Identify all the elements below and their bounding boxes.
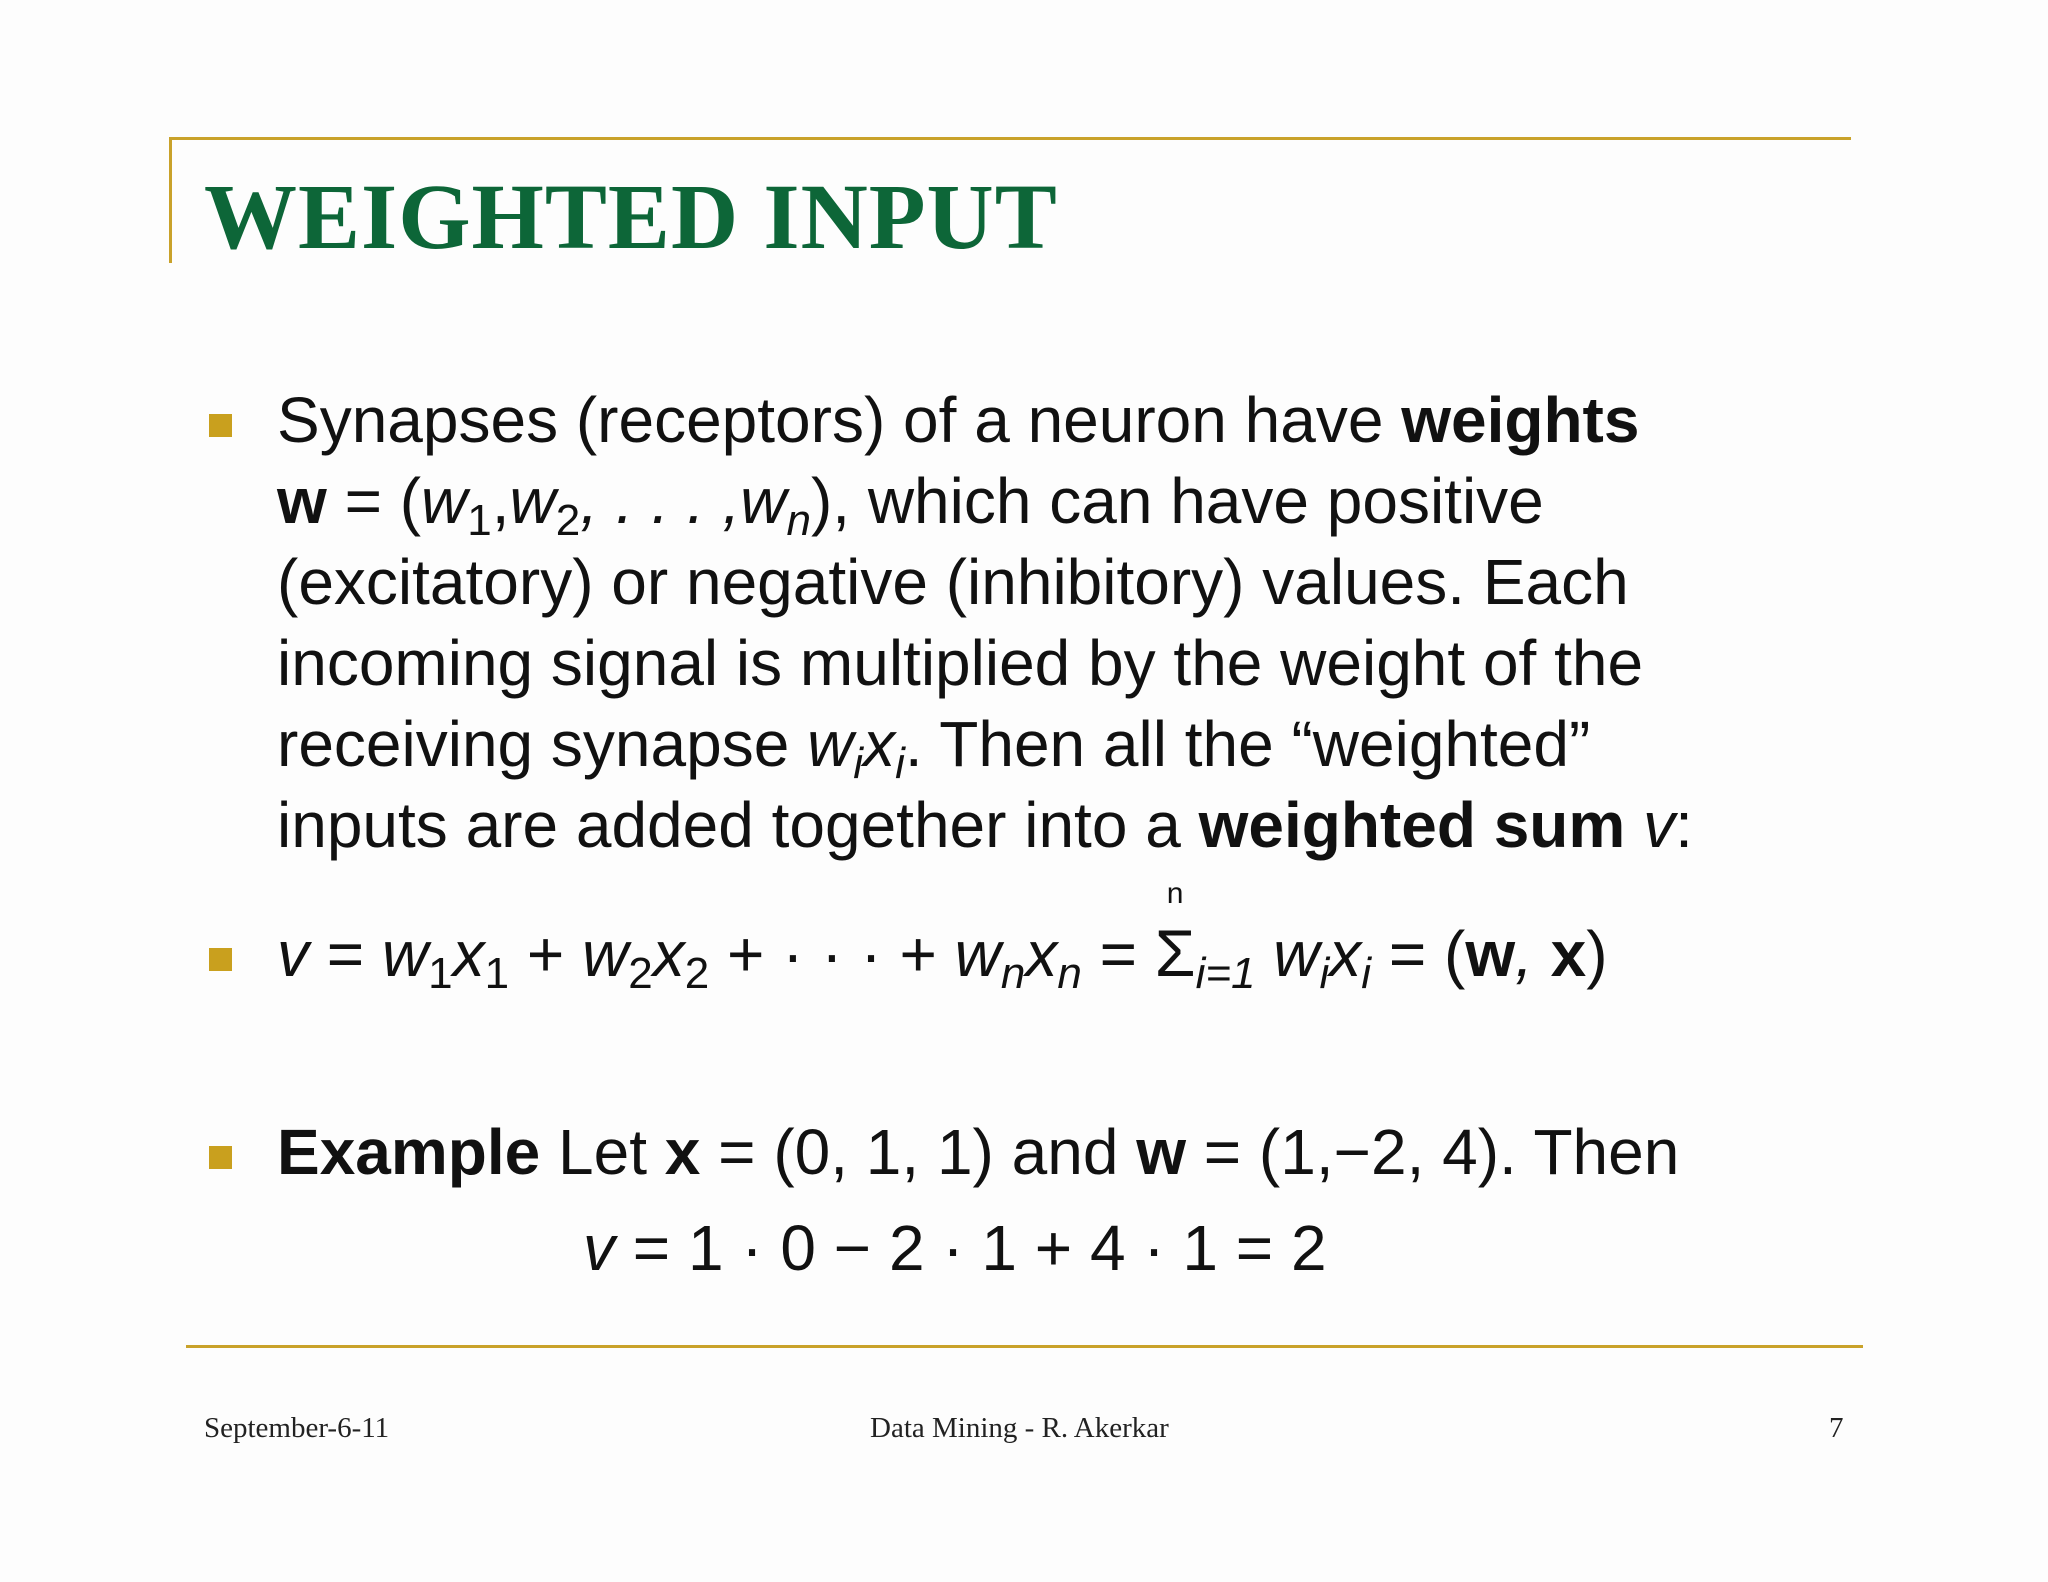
- bullet-marker-1: [209, 414, 232, 437]
- para-line-6: inputs are added together into a weighted sum v:: [277, 789, 1693, 861]
- para-line-2: $w = (w_1,w_2$, . . . $,w_n$), which can have positive: [277, 465, 1544, 545]
- para-line-4: incoming signal is multiplied by the weight of the: [277, 627, 1644, 699]
- example-statement: Example Let x = (0, 1, 1) and w = (1,−2, 4). Then: [277, 1116, 1680, 1188]
- footer-center-text: Data Mining - R. Akerkar: [870, 1412, 1169, 1444]
- page-number: 7: [1829, 1412, 1844, 1444]
- bullet-marker-3: [209, 1146, 232, 1169]
- title-frame-top-rule: [169, 137, 1851, 140]
- para-line-5: receiving synapse $w_ix_i$. Then all the “weighted”: [277, 708, 1591, 788]
- weighted-sum-formula: $v = w_1x_1 + w_2x_2$ + · · · + $w_nx_n$ = n $\Sigma_{i=1}$ $w_ix_i = (w$, x): [277, 877, 1608, 998]
- footer-date: September-6-11: [204, 1412, 390, 1444]
- para-line-3: (excitatory) or negative (inhibitory) values. Each: [277, 546, 1629, 618]
- sigma-symbol: Σ: [1154, 916, 1196, 990]
- footer-rule: [186, 1345, 1863, 1348]
- bullet-1-paragraph: [277, 380, 1693, 866]
- bullet-marker-2: [209, 948, 232, 971]
- title-frame-left-rule: [169, 137, 172, 263]
- bold-weighted-sum: weighted sum: [1198, 789, 1626, 861]
- bold-weights: weights: [1401, 384, 1640, 456]
- summation: n Σ: [1154, 877, 1196, 990]
- para-line-1: Synapses (receptors) of a neuron have weights: [277, 384, 1640, 456]
- example-calculation: v = 1 · 0 − 2 · 1 + 4 · 1 = 2: [583, 1212, 1327, 1284]
- slide-title: WEIGHTED INPUT: [204, 166, 1058, 269]
